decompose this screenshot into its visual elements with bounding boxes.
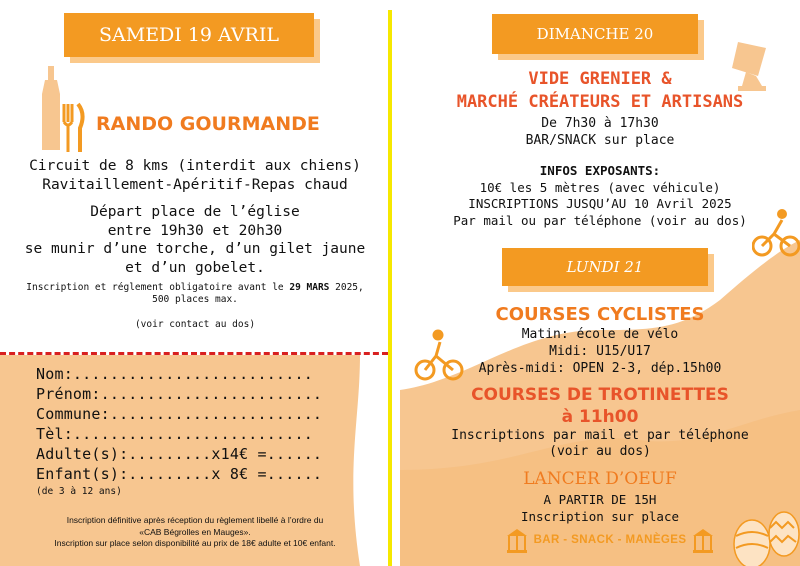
vide-grenier-title	[400, 68, 800, 114]
form-enfant[interactable]: Enfant(s):.........x 8€ =......	[36, 465, 323, 483]
trotinettes-title	[400, 384, 800, 428]
midi-text: Midi: U15/U17	[549, 344, 651, 359]
vide-details	[400, 115, 800, 149]
places-text: 500 places max.	[152, 294, 238, 305]
mail-text: Par mail ou par téléphone (voir au dos)	[453, 212, 747, 228]
inscription-note	[0, 282, 390, 306]
courses-title: COURSES CYCLISTES	[495, 304, 705, 325]
depart-line-2: entre 19h30 et 20h30	[107, 222, 283, 239]
insc-post: 2025,	[329, 282, 364, 293]
vide-line-1: VIDE GRENIER &	[528, 69, 672, 89]
depart-line-4: et d’un gobelet.	[125, 259, 265, 276]
banner-lundi: LUNDI 21	[502, 248, 708, 286]
oeuf-line-1: A PARTIR DE 15H	[543, 492, 657, 507]
form-commune[interactable]: Commune:.......................	[36, 405, 323, 423]
ravit-text: Ravitaillement-Apéritif-Repas chaud	[42, 177, 348, 193]
form-prenom[interactable]: Prénom:........................	[36, 385, 323, 403]
oeuf-title: LANCER D’OEUF	[523, 469, 677, 489]
form-tel[interactable]: Tèl:..........................	[36, 425, 313, 443]
trot-line-1: COURSES DE TROTINETTES	[471, 385, 729, 405]
apres-text: Après-midi: OPEN 2-3, dép.15h00	[478, 361, 722, 376]
trot-line-3: Inscriptions par mail et par téléphone	[451, 428, 749, 443]
rando-details	[0, 157, 390, 195]
circuit-text: Circuit de 8 kms (interdit aux chiens)	[29, 158, 361, 174]
vide-line-2: MARCHÉ CRÉATEURS ET ARTISANS	[456, 92, 744, 112]
depart-line-1: Départ place de l’église	[90, 204, 300, 220]
wine-cutlery-icon	[40, 64, 90, 154]
infos-exposants	[400, 163, 800, 229]
bar-text: BAR/SNACK sur place	[525, 133, 675, 148]
trotinettes-details	[400, 428, 800, 460]
form-nom[interactable]: Nom:..........................	[36, 365, 313, 383]
form-ages: (de 3 à 12 ans)	[36, 486, 122, 497]
infos-title: INFOS EXPOSANTS:	[539, 163, 661, 178]
dashed-separator	[0, 352, 388, 355]
rando-title: RANDO GOURMANDE	[96, 113, 320, 135]
cyclist-top-right-icon	[752, 208, 800, 258]
footnote-line-1: Inscription définitive après réception du règlement libellé à l’ordre du	[66, 515, 324, 525]
courses-details	[400, 326, 800, 377]
trot-line-2: à 11h00	[561, 407, 639, 427]
insc-text: INSCRIPTIONS JUSQU’AU 10 Avril 2025	[468, 196, 732, 211]
matin-text: Matin: école de vélo	[521, 327, 679, 342]
banner-dimanche: DIMANCHE 20	[492, 14, 698, 54]
form-footnote	[0, 515, 390, 550]
insc-date: 29 MARS	[289, 282, 330, 293]
carousel-right-icon	[692, 528, 714, 554]
prix-text: 10€ les 5 mètres (avec véhicule)	[479, 179, 721, 195]
banner-samedi: SAMEDI 19 AVRIL	[64, 13, 314, 57]
oeuf-line-2: Inscription sur place	[520, 509, 680, 524]
form-adulte[interactable]: Adulte(s):.........x14€ =......	[36, 445, 323, 463]
insc-pre: Inscription et réglement obligatoire avant le	[26, 282, 290, 293]
footnote-line-3: Inscription sur place selon disponibilité au prix de 18€ adulte et 10€ enfant.	[54, 538, 336, 548]
easter-eggs-icon	[730, 500, 800, 566]
depart-details	[0, 203, 390, 277]
depart-line-3: se munir d’une torche, d’un gilet jaune	[24, 241, 366, 257]
hours-text: De 7h30 à 17h30	[541, 116, 659, 131]
trot-line-4: (voir au dos)	[549, 444, 651, 459]
bar-snack-maneges: BAR - SNACK - MANÈGES	[533, 534, 687, 546]
voir-contact: (voir contact au dos)	[134, 319, 256, 330]
footnote-line-2: «CAB Bégrolles en Mauges».	[139, 526, 251, 537]
